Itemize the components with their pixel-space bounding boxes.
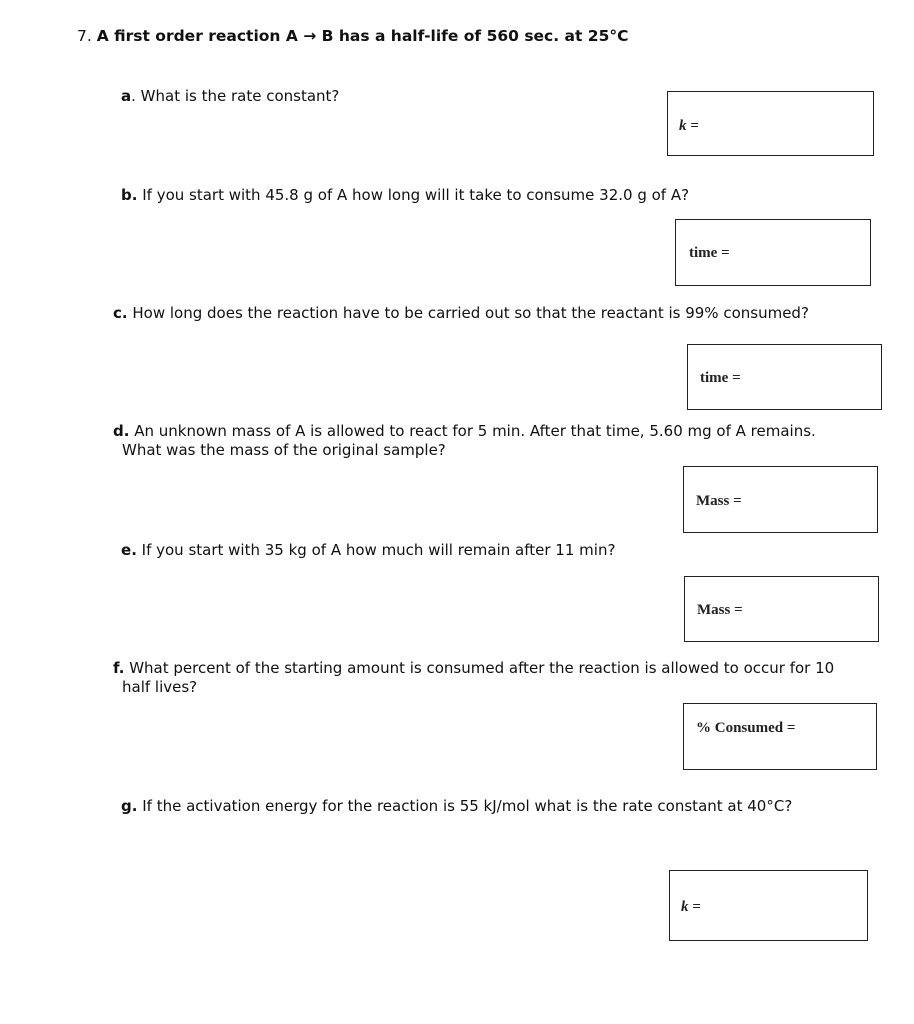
part-b-answer-label: time = bbox=[689, 245, 730, 261]
part-e-answer-box[interactable] bbox=[684, 576, 879, 642]
part-c-letter: c bbox=[113, 304, 122, 322]
part-f-text: What percent of the starting amount is consumed after the reaction is allowed to occur for 10 bbox=[124, 659, 835, 677]
part-b-question bbox=[121, 186, 689, 205]
part-e-text: If you start with 35 kg of A how much will remain after 11 min? bbox=[136, 541, 616, 559]
part-b-text: If you start with 45.8 g of A how long will it take to consume 32.0 g of A? bbox=[137, 186, 690, 204]
part-d-text: An unknown mass of A is allowed to react for 5 min. After that time, 5.60 mg of A remains. bbox=[129, 422, 816, 440]
part-d-answer-label: Mass = bbox=[696, 493, 742, 509]
part-d-question-line2: What was the mass of the original sample? bbox=[122, 441, 446, 459]
part-f-question bbox=[113, 659, 834, 678]
part-b-answer-box[interactable] bbox=[675, 219, 871, 286]
part-d-letter: d bbox=[113, 422, 124, 440]
question-title bbox=[77, 27, 629, 46]
part-f-answer-box[interactable] bbox=[683, 703, 877, 770]
part-a-answer-label: k = bbox=[679, 118, 699, 134]
question-title-text: A first order reaction A → B has a half-life of 560 sec. at 25°C bbox=[96, 27, 629, 45]
part-e-answer-label: Mass = bbox=[697, 602, 743, 618]
part-f-letter: f bbox=[113, 659, 119, 677]
part-g-answer-box[interactable] bbox=[669, 870, 868, 941]
part-a-question bbox=[121, 87, 339, 106]
part-c-answer-label: time = bbox=[700, 370, 741, 386]
part-b-letter: b bbox=[121, 186, 132, 204]
part-g-answer-label: k = bbox=[681, 899, 701, 915]
part-a-text: What is the rate constant? bbox=[135, 87, 340, 105]
part-f-answer-label: % Consumed = bbox=[696, 720, 796, 736]
part-f-question-line2: half lives? bbox=[122, 678, 198, 696]
part-g-question bbox=[121, 797, 792, 816]
part-a-letter: a bbox=[121, 87, 132, 105]
part-g-letter: g bbox=[121, 797, 132, 815]
part-a-answer-box[interactable] bbox=[667, 91, 874, 156]
part-d-answer-box[interactable] bbox=[683, 466, 878, 533]
part-a-sep: . bbox=[131, 87, 136, 105]
part-g-text: If the activation energy for the reaction is 55 kJ/mol what is the rate constant at 40°C? bbox=[137, 797, 793, 815]
part-e-question bbox=[121, 541, 615, 560]
part-d-question bbox=[113, 422, 816, 441]
part-g-sep: . bbox=[131, 797, 138, 815]
part-d-sep: . bbox=[123, 422, 130, 440]
part-b-sep: . bbox=[131, 186, 138, 204]
part-e-sep: . bbox=[131, 541, 137, 559]
part-c-answer-box[interactable] bbox=[687, 344, 882, 410]
part-c-sep: . bbox=[121, 304, 128, 322]
part-f-sep: . bbox=[118, 659, 125, 677]
part-e-letter: e bbox=[121, 541, 132, 559]
part-c-question bbox=[113, 304, 809, 323]
question-number: 7. bbox=[77, 27, 92, 45]
part-c-text: How long does the reaction have to be carried out so that the reactant is 99% consumed? bbox=[127, 304, 809, 322]
